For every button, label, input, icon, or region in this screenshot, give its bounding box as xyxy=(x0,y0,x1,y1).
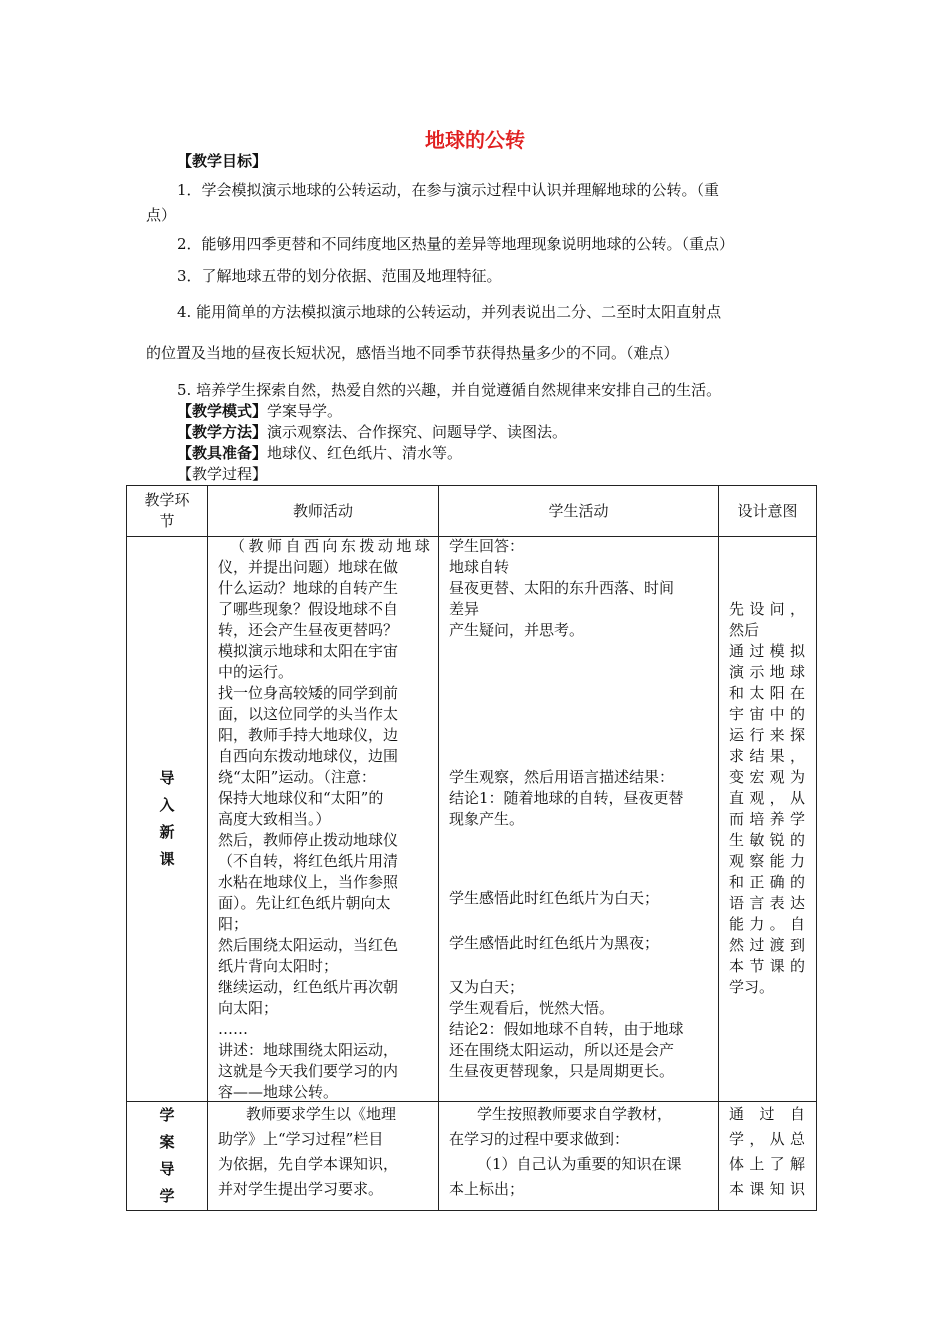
header-teacher: 教师活动 xyxy=(208,486,439,537)
teaching-mode-value: 学案导学。 xyxy=(267,402,343,420)
design-line: 然后 xyxy=(729,621,760,639)
stage-intro-char: 新 xyxy=(159,823,175,841)
teacher-line: 高度大致相当。） xyxy=(218,810,331,828)
design-line: 学习。 xyxy=(729,978,775,996)
teacher-line: 了哪些现象？假设地球不自 xyxy=(218,600,399,618)
student-line: 结论2：假如地球不自转，由于地球 xyxy=(449,1020,684,1038)
header-design: 设计意图 xyxy=(719,486,817,537)
teacher-line: 容——地球公转。 xyxy=(218,1083,339,1101)
teaching-tools xyxy=(177,443,462,463)
teacher-line: 并对学生提出学习要求。 xyxy=(218,1180,384,1198)
design-line: 观 察 能 力 xyxy=(729,852,805,870)
design-line: 变 宏 观 为 xyxy=(729,768,805,786)
teacher-line: （不自转，将红色纸片用清 xyxy=(218,852,399,870)
teacher-line: 然后围绕太阳运动，当红色 xyxy=(218,936,399,954)
teacher-line: 讲述：地球围绕太阳运动， xyxy=(218,1041,399,1059)
student-line: 学生感悟此时红色纸片为白天； xyxy=(449,889,660,907)
stage-self-study xyxy=(127,1102,208,1211)
student-line: 地球自转 xyxy=(449,558,510,576)
header-stage-line-1: 教学环 xyxy=(144,491,190,509)
design-line: 宇 宙 中 的 xyxy=(729,705,805,723)
objective-4-line-1: 4. 能用简单的方法模拟演示地球的公转运动，并列表说出二分、二至时太阳直射点 xyxy=(177,303,722,321)
student-line: 学生感悟此时红色纸片为黑夜； xyxy=(449,934,660,952)
teacher-line: 模拟演示地球和太阳在宇宙 xyxy=(218,642,399,660)
teacher-line: 保持大地球仪和“太阳”的 xyxy=(218,789,384,807)
design-line: 演 示 地 球 xyxy=(729,663,805,681)
lesson-table xyxy=(126,485,817,1211)
design-line: 而 培 养 学 xyxy=(729,810,805,828)
student-line: 产生疑问，并思考。 xyxy=(449,621,585,639)
stage-intro-char: 课 xyxy=(159,850,175,868)
design-line: 和 太 阳 在 xyxy=(729,684,805,702)
teacher-line: 助学》上“学习过程”栏目 xyxy=(218,1130,384,1148)
student-line: 还在围绕太阳运动，所以还是会产 xyxy=(449,1041,675,1059)
table-row xyxy=(127,537,817,1102)
student-line: 学生回答： xyxy=(449,537,525,555)
design-line: 语 言 表 达 xyxy=(729,894,805,912)
teacher-line: 水粘在地球仪上，当作参照 xyxy=(218,873,399,891)
teaching-method-value: 演示观察法、合作探究、问题导学、读图法。 xyxy=(267,423,568,441)
design-line: 通 过 模 拟 xyxy=(729,642,805,660)
objective-2: 2．能够用四季更替和不同纬度地区热量的差异等地理现象说明地球的公转。（重点） xyxy=(177,235,735,253)
objectives-heading: 【教学目标】 xyxy=(177,152,268,170)
design-line: 和 正 确 的 xyxy=(729,873,805,891)
teacher-activity-self-study xyxy=(208,1102,439,1211)
teacher-line: 面）。先让红色纸片朝向太 xyxy=(218,894,391,912)
design-purpose-intro xyxy=(719,537,817,1102)
design-line: 运 行 来 探 xyxy=(729,726,805,744)
stage-self-study-char: 案 xyxy=(159,1133,175,1151)
student-line: 又为白天； xyxy=(449,978,525,996)
student-line: 结论1：随着地球的自转，昼夜更替 xyxy=(449,789,684,807)
student-line: 在学习的过程中要求做到： xyxy=(449,1130,630,1148)
student-line: 差异 xyxy=(449,600,480,618)
teaching-mode-label: 【教学模式】 xyxy=(177,402,268,420)
design-line: 通 过 自 xyxy=(729,1105,805,1123)
teacher-line: 面，以这位同学的头当作太 xyxy=(218,705,399,723)
teacher-line: 阳； xyxy=(218,915,249,933)
header-student: 学生活动 xyxy=(439,486,719,537)
teacher-line: …… xyxy=(218,1020,248,1038)
objective-1-line-1: 1．学会模拟演示地球的公转运动，在参与演示过程中认识并理解地球的公转。（重 xyxy=(177,181,720,199)
objective-1-line-2: 点） xyxy=(146,206,177,224)
teacher-line: 教师要求学生以《地理 xyxy=(246,1105,397,1123)
design-line: 直 观 ， 从 xyxy=(729,789,805,807)
teacher-line: 找一位身高较矮的同学到前 xyxy=(218,684,399,702)
teacher-line: 为依据，先自学本课知识， xyxy=(218,1155,399,1173)
teacher-line: 自西向东拨动地球仪，边围 xyxy=(218,747,399,765)
teaching-tools-value: 地球仪、红色纸片、清水等。 xyxy=(267,444,463,462)
stage-self-study-char: 学 xyxy=(159,1187,175,1205)
student-line: 学生按照教师要求自学教材， xyxy=(477,1105,673,1123)
stage-intro-char: 导 xyxy=(159,769,175,787)
stage-self-study-char: 学 xyxy=(159,1106,175,1124)
stage-intro-char: 入 xyxy=(159,796,175,814)
teacher-line: 中的运行。 xyxy=(218,663,294,681)
student-activity-self-study xyxy=(439,1102,719,1211)
design-line: 求 结 果 ， xyxy=(729,747,805,765)
objective-3: 3．了解地球五带的划分依据、范围及地理特征。 xyxy=(177,267,502,285)
table-row xyxy=(127,1102,817,1211)
student-line: 生昼夜更替现象，只是周期更长。 xyxy=(449,1062,675,1080)
student-line: （1）自己认为重要的知识在课 xyxy=(477,1155,682,1173)
teacher-line: 向太阳； xyxy=(218,999,279,1017)
teacher-line: 纸片背向太阳时； xyxy=(218,957,339,975)
header-stage xyxy=(127,486,208,537)
design-line: 然 过 渡 到 xyxy=(729,936,805,954)
design-purpose-self-study xyxy=(719,1102,817,1211)
teaching-method xyxy=(177,422,567,442)
design-line: 能 力 。 自 xyxy=(729,915,805,933)
student-line: 学生观察，然后用语言描述结果： xyxy=(449,768,675,786)
student-line: 本上标出； xyxy=(449,1180,525,1198)
design-line: 生 敏 锐 的 xyxy=(729,831,805,849)
student-line: 现象产生。 xyxy=(449,810,525,828)
objective-4-line-2: 的位置及当地的昼夜长短状况，感悟当地不同季节获得热量多少的不同。（难点） xyxy=(146,344,679,362)
student-activity-intro xyxy=(439,537,719,1102)
teacher-line: 转，还会产生昼夜更替吗？ xyxy=(218,621,399,639)
design-line: 本 节 课 的 xyxy=(729,957,805,975)
process-heading: 【教学过程】 xyxy=(177,465,268,483)
teaching-method-label: 【教学方法】 xyxy=(177,423,268,441)
teacher-line: 仪，并提出问题）地球在做 xyxy=(218,558,399,576)
teaching-tools-label: 【教具准备】 xyxy=(177,444,268,462)
teaching-mode xyxy=(177,401,342,421)
teacher-line: 继续运动，红色纸片再次朝 xyxy=(218,978,399,996)
student-line: 昼夜更替、太阳的东升西落、时间 xyxy=(449,579,675,597)
teacher-line: 这就是今天我们要学习的内 xyxy=(218,1062,399,1080)
design-line: 学 ， 从 总 xyxy=(729,1130,805,1148)
teacher-line: 阳，教师手持大地球仪，边 xyxy=(218,726,399,744)
teacher-activity-intro xyxy=(208,537,439,1102)
header-stage-line-2: 节 xyxy=(159,512,175,530)
design-line: 本 课 知 识 xyxy=(729,1180,805,1198)
teacher-line: （ 教 师 自 西 向 东 拨 动 地 球 xyxy=(230,537,430,555)
stage-self-study-char: 导 xyxy=(159,1160,175,1178)
objective-5: 5. 培养学生探索自然，热爱自然的兴趣，并自觉遵循自然规律来安排自己的生活。 xyxy=(177,381,722,399)
table-header-row xyxy=(127,486,817,537)
student-line: 学生观看后，恍然大悟。 xyxy=(449,999,615,1017)
teacher-line: 然后，教师停止拨动地球仪 xyxy=(218,831,399,849)
page-title: 地球的公转 xyxy=(425,128,525,152)
teacher-line: 绕“太阳”运动。（注意： xyxy=(218,768,376,786)
design-line: 先 设 问 ， xyxy=(729,600,805,618)
teacher-line: 什么运动？地球的自转产生 xyxy=(218,579,399,597)
stage-intro xyxy=(127,537,208,1102)
design-line: 体 上 了 解 xyxy=(729,1155,805,1173)
